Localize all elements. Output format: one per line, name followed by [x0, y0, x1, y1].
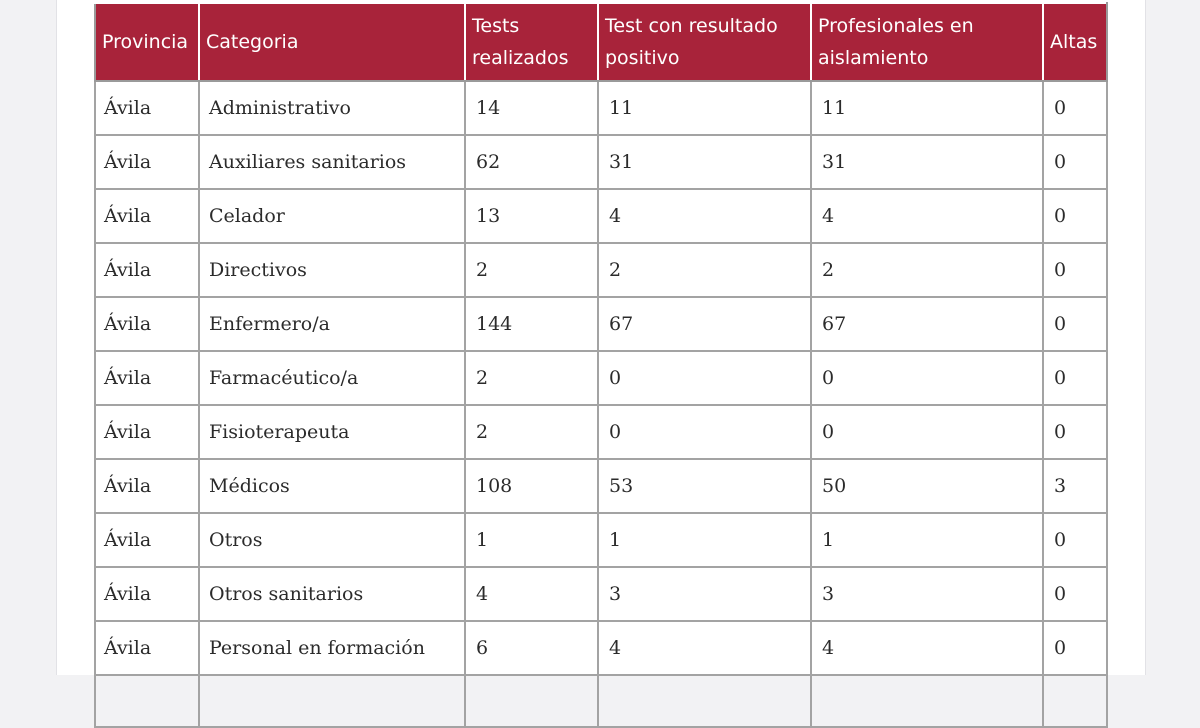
table-row	[95, 459, 1107, 513]
cell-tests-realizados: 108	[465, 459, 598, 513]
table-row	[95, 135, 1107, 189]
column-header-profesionales-aislamiento[interactable]: Profesionales en aislamiento	[811, 3, 1043, 81]
cell-tests-realizados: 2	[465, 405, 598, 459]
cell-provincia: Ávila	[95, 513, 199, 567]
cell-tests-realizados: 144	[465, 297, 598, 351]
cell-categoria: Otros	[199, 513, 465, 567]
header-row	[95, 3, 1107, 81]
cell-provincia: Ávila	[95, 459, 199, 513]
cell-altas: 0	[1043, 297, 1107, 351]
cell-profesionales-aislamiento: 3	[811, 567, 1043, 621]
cell-categoria: Médicos	[199, 459, 465, 513]
cell-categoria: Farmacéutico/a	[199, 351, 465, 405]
cell-provincia: Ávila	[95, 351, 199, 405]
cell-categoria: Auxiliares sanitarios	[199, 135, 465, 189]
cell-provincia: Ávila	[95, 189, 199, 243]
cell-test-positivo: 67	[598, 297, 811, 351]
cell-altas: 0	[1043, 81, 1107, 135]
cell-tests-realizados	[465, 675, 598, 727]
table-row-partial	[95, 675, 1107, 727]
cell-test-positivo: 1	[598, 513, 811, 567]
cell-profesionales-aislamiento: 4	[811, 189, 1043, 243]
cell-profesionales-aislamiento: 2	[811, 243, 1043, 297]
cell-tests-realizados: 2	[465, 351, 598, 405]
column-header-altas[interactable]: Altas	[1043, 3, 1107, 81]
table-body	[95, 81, 1107, 727]
cell-provincia: Ávila	[95, 135, 199, 189]
cell-profesionales-aislamiento: 0	[811, 405, 1043, 459]
cell-altas: 0	[1043, 189, 1107, 243]
cell-tests-realizados: 1	[465, 513, 598, 567]
column-header-tests-realizados[interactable]: Tests realizados	[465, 3, 598, 81]
cell-profesionales-aislamiento: 67	[811, 297, 1043, 351]
cell-test-positivo	[598, 675, 811, 727]
cell-altas: 0	[1043, 567, 1107, 621]
cell-categoria	[199, 675, 465, 727]
cell-altas: 0	[1043, 243, 1107, 297]
cell-provincia: Ávila	[95, 297, 199, 351]
cell-altas	[1043, 675, 1107, 727]
cell-test-positivo: 11	[598, 81, 811, 135]
cell-profesionales-aislamiento: 50	[811, 459, 1043, 513]
cell-provincia: Ávila	[95, 621, 199, 675]
cell-provincia: Ávila	[95, 405, 199, 459]
cell-tests-realizados: 62	[465, 135, 598, 189]
cell-categoria: Celador	[199, 189, 465, 243]
cell-altas: 3	[1043, 459, 1107, 513]
cell-tests-realizados: 14	[465, 81, 598, 135]
column-header-test-positivo[interactable]: Test con resultado positivo	[598, 3, 811, 81]
cell-categoria: Otros sanitarios	[199, 567, 465, 621]
column-header-provincia[interactable]: Provincia	[95, 3, 199, 81]
cell-tests-realizados: 13	[465, 189, 598, 243]
cell-categoria: Fisioterapeuta	[199, 405, 465, 459]
cell-altas: 0	[1043, 351, 1107, 405]
column-header-categoria[interactable]: Categoria	[199, 3, 465, 81]
table-row	[95, 405, 1107, 459]
cell-test-positivo: 53	[598, 459, 811, 513]
cell-provincia: Ávila	[95, 567, 199, 621]
cell-test-positivo: 2	[598, 243, 811, 297]
cell-categoria: Personal en formación	[199, 621, 465, 675]
cell-profesionales-aislamiento: 4	[811, 621, 1043, 675]
cell-altas: 0	[1043, 513, 1107, 567]
cell-test-positivo: 4	[598, 621, 811, 675]
table-row	[95, 189, 1107, 243]
cell-profesionales-aislamiento: 0	[811, 351, 1043, 405]
cell-tests-realizados: 2	[465, 243, 598, 297]
cell-altas: 0	[1043, 621, 1107, 675]
cell-test-positivo: 0	[598, 405, 811, 459]
cell-profesionales-aislamiento: 11	[811, 81, 1043, 135]
cell-categoria: Enfermero/a	[199, 297, 465, 351]
cell-tests-realizados: 6	[465, 621, 598, 675]
table-row	[95, 621, 1107, 675]
cell-provincia: Ávila	[95, 81, 199, 135]
cell-provincia	[95, 675, 199, 727]
cell-test-positivo: 0	[598, 351, 811, 405]
cell-altas: 0	[1043, 405, 1107, 459]
table-header	[95, 3, 1107, 81]
table-row	[95, 513, 1107, 567]
cell-profesionales-aislamiento: 1	[811, 513, 1043, 567]
cell-test-positivo: 31	[598, 135, 811, 189]
cell-profesionales-aislamiento	[811, 675, 1043, 727]
data-table	[94, 2, 1108, 728]
cell-provincia: Ávila	[95, 243, 199, 297]
cell-categoria: Administrativo	[199, 81, 465, 135]
cell-tests-realizados: 4	[465, 567, 598, 621]
cell-altas: 0	[1043, 135, 1107, 189]
cell-categoria: Directivos	[199, 243, 465, 297]
table-row	[95, 351, 1107, 405]
table-row	[95, 297, 1107, 351]
cell-test-positivo: 4	[598, 189, 811, 243]
table-row	[95, 243, 1107, 297]
cell-test-positivo: 3	[598, 567, 811, 621]
table-row	[95, 567, 1107, 621]
cell-profesionales-aislamiento: 31	[811, 135, 1043, 189]
table-row	[95, 81, 1107, 135]
